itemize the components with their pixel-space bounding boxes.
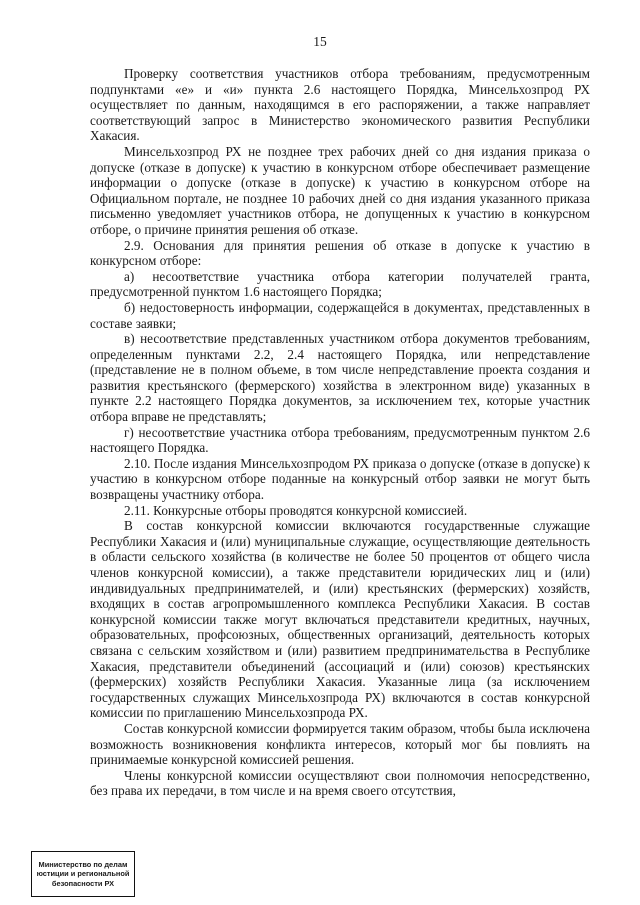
paragraph-members-powers: Члены конкурсной комиссии осуществляют свои полномочия непосредственно, без права их передачи, в том числе и на время своего отсутствия, (90, 767, 590, 799)
paragraph-notification: Минсельхозпрод РХ не позднее трех рабочих дней со дня издания приказа о допуске (отказе в допуске) к участию в конкурсном отборе обеспечивает размещение информации о допуске (отказе в допуске) к участию в конкурсном отборе на Официальном портале, не позднее 10 рабочих дней со дня издания указанного приказа письменно уведомляет участников отбора, не допущенных к участию в конкурсном отборе, о причине принятия решения об отказе. (90, 143, 590, 237)
paragraph-2-11: 2.11. Конкурсные отборы проводятся конкурсной комиссией. (124, 502, 468, 518)
page-number: 15 (313, 34, 327, 49)
stamp-line: Министерство по делам (38, 859, 128, 869)
stamp-line: юстиции и региональной (36, 869, 130, 879)
paragraph-conflict-of-interest: Состав конкурсной комиссии формируется таким образом, чтобы была исключена возможность возникновения конфликта интересов, который мог бы повлиять на принимаемые конкурсной комиссией решения. (90, 720, 590, 768)
paragraph-commission-composition: В состав конкурсной комиссии включаются государственные служащие Республики Хакасия и (или) муниципальные служащие, осуществляющие деятельность в области сельского хозяйства (в количестве не более 50 процентов от общего числа членов конкурсной комиссии), а также представители юридических лиц и (или) индивидуальных предпринимателей, и (или) крестьянских (фермерских) хозяйств, входящих в состав агропромышленного комплекса Республики Хакасия. В состав конкурсной комиссии также могут включаться представители кредитных, научных, образовательных, профсоюзных, общественных организаций, деятельность которых связана с сельским хозяйством и (или) развитием предпринимательства в Республике Хакасия, представители объединений (ассоциаций и (или) союзов) крестьянских (фермерских) хозяйств Республики Хакасия. Указанные лица (за исключением государственных служащих Минсельхозпрода РХ) включаются в состав конкурсной комиссии по приглашению Минсельхозпрода РХ. (90, 518, 590, 721)
paragraph-verification: Проверку соответствия участников отбора требованиям, предусмотренным подпунктами «е» и «и» пункта 2.6 настоящего Порядка, Минсельхозпрод РХ осуществляет по данным, находящимся в его распоряжении, а также направляет соответствующий запрос в Министерство экономического развития Республики Хакасия. (90, 66, 590, 144)
document-body (90, 66, 590, 799)
list-item-a: а) несоответствие участника отбора категории получателей гранта, предусмотренной пунктом 1.6 настоящего Порядка; (90, 268, 590, 300)
stamp-line: безопасности РХ (51, 878, 115, 888)
list-item-v: в) несоответствие представленных участником отбора документов требованиям, определенным пунктами 2.2, 2.4 настоящего Порядка, или непредставление (представление не в полном объеме, в том числе непредставление проекта создания и развития крестьянского (фермерского) хозяйства в электронном виде) указанных в пункте 2.2 настоящего Порядка документов, за исключением тех, которые участник отбора вправе не представлять; (90, 331, 590, 425)
paragraph-2-9-heading: 2.9. Основания для принятия решения об отказе в допуске к участию в конкурсном отборе: (90, 237, 590, 269)
list-item-g: г) несоответствие участника отбора требованиям, предусмотренным пунктом 2.6 настоящего Порядка. (90, 424, 590, 456)
list-item-b: б) недостоверность информации, содержащейся в документах, представленных в составе заявки; (90, 299, 590, 331)
paragraph-2-10: 2.10. После издания Минсельхозпродом РХ приказа о допуске (отказе в допуске) к участию в конкурсном отборе поданные на конкурсный отбор заявки не могут быть возвращены участнику отбора. (90, 455, 590, 503)
ministry-stamp (31, 851, 135, 897)
